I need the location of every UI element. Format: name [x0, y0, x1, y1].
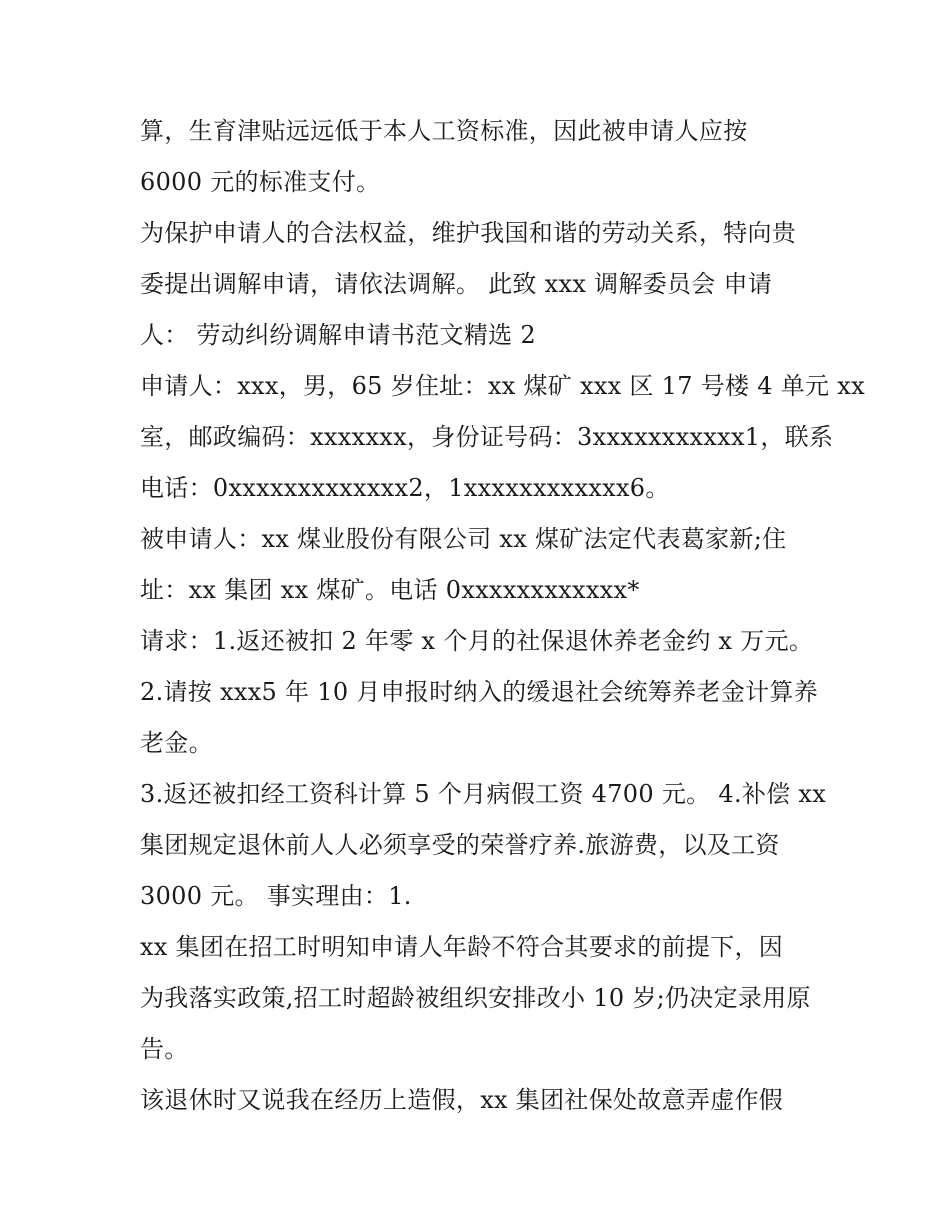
text-line: 人： 劳动纠纷调解申请书范文精选 2: [140, 321, 536, 349]
text-line: 老金。: [140, 729, 213, 757]
text-line: 委提出调解申请，请依法调解。 此致 xxx 调解委员会 申请: [140, 270, 773, 298]
text-line: 请求：1.返还被扣 2 年零 x 个月的社保退休养老金约 x 万元。: [140, 627, 814, 655]
text-line: 电话：0xxxxxxxxxxxxx2，1xxxxxxxxxxxx6。: [140, 474, 670, 502]
text-line: 为保护申请人的合法权益，维护我国和谐的劳动关系，特向贵: [140, 219, 797, 247]
text-line: 申请人：xxx，男，65 岁住址：xx 煤矿 xxx 区 17 号楼 4 单元 xx: [140, 372, 865, 400]
text-line: xx 集团在招工时明知申请人年龄不符合其要求的前提下，因: [140, 933, 784, 961]
document-body: [140, 106, 865, 1126]
text-line: 算，生育津贴远远低于本人工资标准，因此被申请人应按: [140, 117, 748, 145]
text-line: 该退休时又说我在经历上造假，xx 集团社保处故意弄虚作假: [140, 1086, 784, 1114]
text-line: 6000 元的标准支付。: [140, 168, 381, 196]
text-line: 告。: [140, 1035, 189, 1063]
text-line: 被申请人：xx 煤业股份有限公司 xx 煤矿法定代表葛家新;住: [140, 525, 787, 553]
text-line: 为我落实政策,招工时超龄被组织安排改小 10 岁;仍决定录用原: [140, 984, 811, 1012]
text-line: 集团规定退休前人人必须享受的荣誉疗养.旅游费，以及工资: [140, 831, 780, 859]
text-line: 址：xx 集团 xx 煤矿。电话 0xxxxxxxxxxxx*: [140, 576, 640, 604]
text-line: 2.请按 xxx5 年 10 月申报时纳入的缓退社会统筹养老金计算养: [140, 678, 819, 706]
text-line: 3.返还被扣经工资科计算 5 个月病假工资 4700 元。 4.补偿 xx: [140, 780, 827, 808]
text-line: 3000 元。 事实理由：1.: [140, 882, 412, 910]
text-line: 室，邮政编码：xxxxxxx，身份证号码：3xxxxxxxxxxx1，联系: [140, 423, 834, 451]
